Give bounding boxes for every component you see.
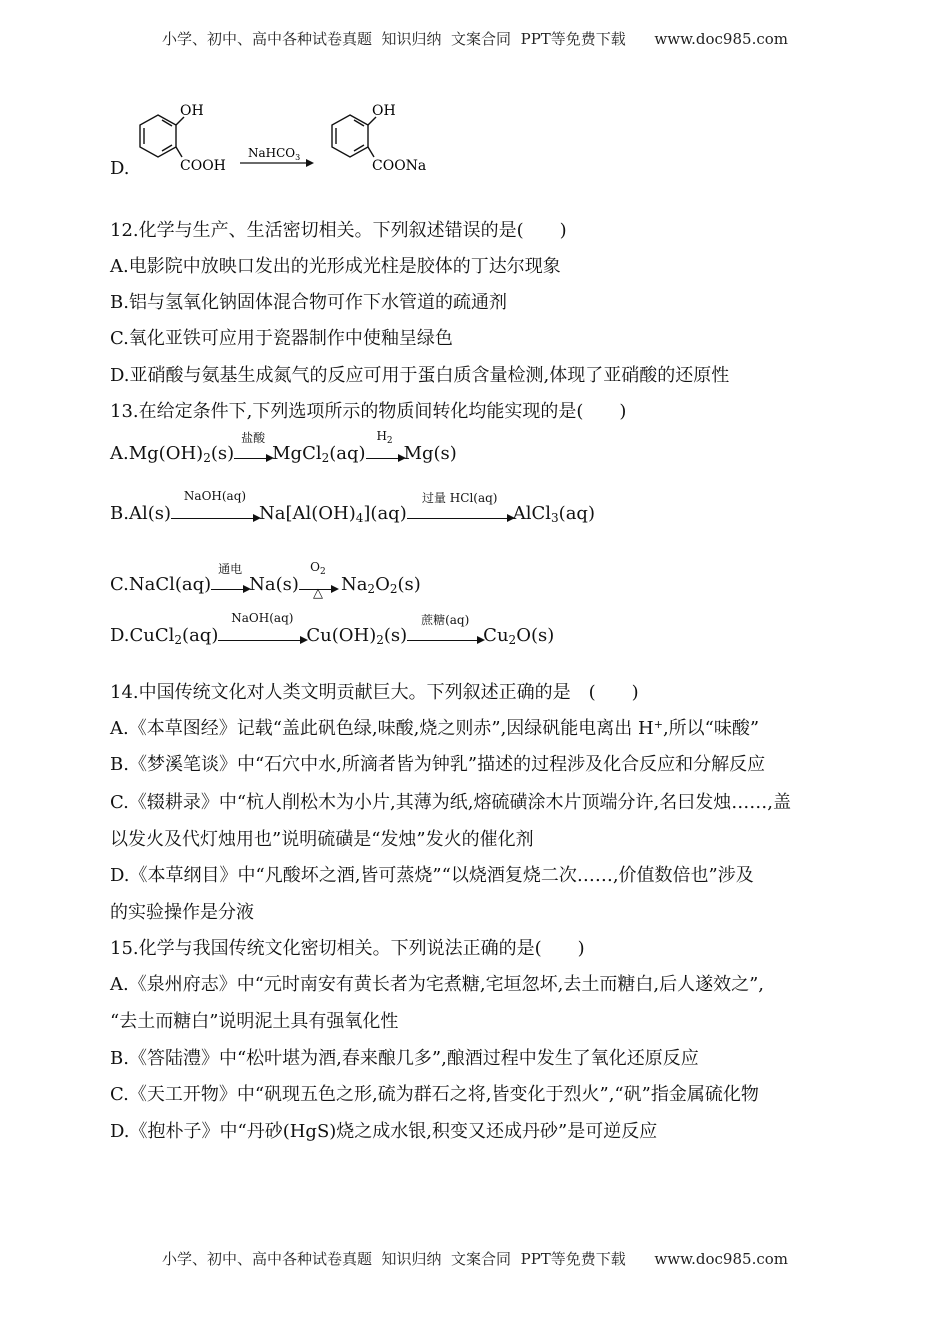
page-footer: 小学、初中、高中各种试卷真题 知识归纳 文案合同 PPT等免费下载 www.doc985.com <box>161 1250 788 1268</box>
arrow-b2: 过量 HCl(aq) <box>407 509 513 519</box>
q14-option-c-line1: C.《辍耕录》中“杭人削松木为小片,其薄为纸,熔硫磺涂木片顶端分许,名曰发烛……,盖 <box>110 792 791 813</box>
q15-option-c: C.《天工开物》中“矾现五色之形,硫为群石之将,皆变化于烈火”,“矾”指金属硫化物 <box>110 1084 759 1105</box>
q13-stem: 13.在给定条件下,下列选项所示的物质间转化均能实现的是( ) <box>110 401 627 422</box>
oh-label-right: OH <box>372 103 396 119</box>
q12-option-c: C.氧化亚铁可应用于瓷器制作中使釉呈绿色 <box>110 328 453 349</box>
q12-stem: 12.化学与生产、生活密切相关。下列叙述错误的是( ) <box>110 220 567 241</box>
q13-option-d: D.CuCl$_2$(aq) NaOH(aq) $Cu(OH)_2(s)$ 蔗糖(aq) $Cu_2O(s)$ <box>110 611 555 647</box>
arrow-a2: $H_2$ <box>366 449 404 459</box>
benzene-ring-right <box>332 115 376 157</box>
q13-option-b: B.Al(s) NaOH(aq) $Na[Al(OH)_4](aq)$ 过量 HCl(aq) AlCl$_3$(aq) <box>110 489 595 525</box>
arrow-b1: NaOH(aq) <box>171 509 259 519</box>
q14-option-c-line2: 以发火及代灯烛用也”说明硫磺是“发烛”发火的催化剂 <box>110 829 534 850</box>
q12-option-a: A.电影院中放映口发出的光形成光柱是胶体的丁达尔现象 <box>110 256 561 277</box>
q14-option-d-line1: D.《本草纲目》中“凡酸坏之酒,皆可蒸烧”“以烧酒复烧二次……,价值数倍也”涉及 <box>110 865 754 886</box>
arrow-a1: 盐酸 <box>234 449 272 459</box>
q15-option-a-line1: A.《泉州府志》中“元时南安有黄长者为宅煮糖,宅垣忽坏,去土而糖白,后人遂效之”, <box>110 974 765 995</box>
q12-option-b: B.铝与氢氧化钠固体混合物可作下水管道的疏通剂 <box>110 292 507 313</box>
q15-option-a-line2: “去土而糖白”说明泥土具有强氧化性 <box>110 1011 399 1032</box>
arrow-d2: 蔗糖(aq) <box>407 631 483 641</box>
arrow-c1: 通电 <box>211 580 249 590</box>
q14-stem: 14.中国传统文化对人类文明贡献巨大。下列叙述正确的是 ( ) <box>110 682 639 703</box>
arrow-d1: NaOH(aq) <box>218 631 306 641</box>
q13-option-a: $A.Mg(OH)_2(s)$ 盐酸 MgCl$_2$(aq) $H_2$ Mg(s) <box>110 429 457 465</box>
q14-option-b: B.《梦溪笔谈》中“石穴中水,所滴者皆为钟乳”描述的过程涉及化合反应和分解反应 <box>110 754 766 775</box>
benzene-ring-left <box>140 115 184 157</box>
q11-reaction-diagram <box>128 95 448 185</box>
q15-option-d: D.《抱朴子》中“丹砂(HgS)烧之成水银,积变又还成丹砂”是可逆反应 <box>110 1121 658 1142</box>
q15-stem: 15.化学与我国传统文化密切相关。下列说法正确的是( ) <box>110 938 585 959</box>
q13-option-c: C.NaCl(aq) 通电 Na(s) $O_2$ △ $Na_2O_2(s)$ <box>110 560 421 601</box>
q11-option-d-label: D. <box>110 158 130 179</box>
arrow-c2: $O_2$ △ <box>299 580 337 590</box>
cooh-label: COOH <box>180 158 226 174</box>
oh-label-left: OH <box>180 103 204 119</box>
q14-option-d-line2: 的实验操作是分液 <box>110 902 254 923</box>
coona-label: COONa <box>372 158 427 174</box>
q14-option-a: A.《本草图经》记载“盖此矾色绿,味酸,烧之则赤”,因绿矾能电离出 H+,所以“味酸” <box>110 718 760 739</box>
reaction-arrow <box>240 159 314 167</box>
reagent-label: NaHCO$_3$ <box>248 146 301 162</box>
page-header: 小学、初中、高中各种试卷真题 知识归纳 文案合同 PPT等免费下载 www.doc985.com <box>161 30 788 48</box>
q15-option-b: B.《答陆澧》中“松叶堪为酒,春来酿几多”,酿酒过程中发生了氧化还原反应 <box>110 1048 699 1069</box>
q12-option-d: D.亚硝酸与氨基生成氮气的反应可用于蛋白质含量检测,体现了亚硝酸的还原性 <box>110 365 730 386</box>
